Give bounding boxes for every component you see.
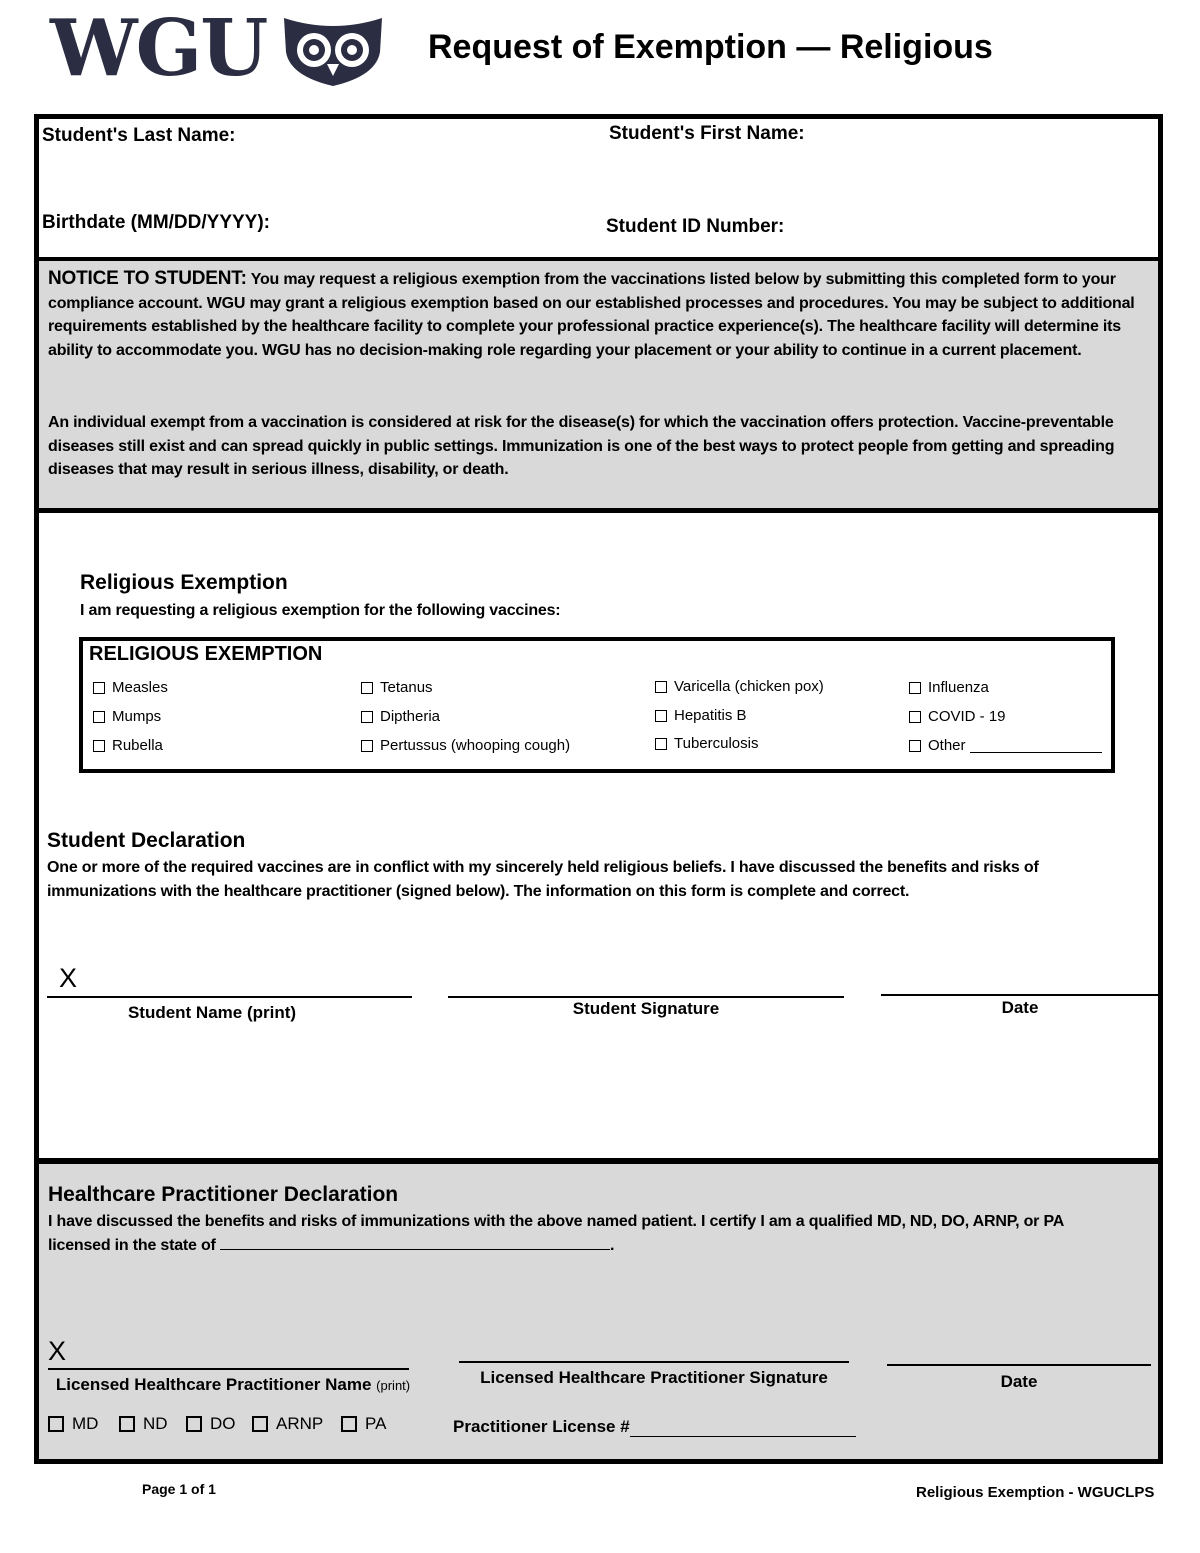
- checkbox-square[interactable]: [909, 682, 921, 694]
- practitioner-name-line[interactable]: [48, 1368, 409, 1370]
- other-vaccine-input[interactable]: [970, 738, 1102, 753]
- checkbox-square[interactable]: [361, 711, 373, 723]
- checkbox-tuberculosis[interactable]: [655, 735, 758, 752]
- checkbox-label: ND: [143, 1414, 168, 1433]
- student-name-label: Student Name (print): [127, 1003, 297, 1022]
- checkbox-label: ARNP: [276, 1414, 324, 1433]
- checkbox-label: PA: [365, 1414, 387, 1433]
- checkbox-square[interactable]: [93, 682, 105, 694]
- checkbox-label: Hepatitis B: [674, 707, 747, 724]
- vaccine-box-title: RELIGIOUS EXEMPTION: [89, 643, 323, 665]
- checkbox-label: Varicella (chicken pox): [674, 678, 824, 695]
- checkbox-arnp[interactable]: [252, 1414, 323, 1434]
- student-date-line[interactable]: [881, 994, 1159, 996]
- checkbox-square[interactable]: [655, 738, 667, 750]
- first-name-label: Student's First Name:: [609, 123, 805, 144]
- checkbox-do[interactable]: [186, 1414, 236, 1434]
- form-identifier: Religious Exemption - WGUCLPS: [916, 1484, 1155, 1501]
- notice-text-1: You may request a religious exemption from the vaccinations listed below by submitting this completed form to your compliance account. WGU may grant a religious exemption based on our established processes and procedures. You may be subject to additional requirements established by the healthcare facility to complete your professional practice experience(s). The healthcare facility will determine its ability to accommodate you. WGU has no decision-making role regarding your placement or your ability to continue in a current placement.: [48, 271, 1135, 359]
- practitioner-name-label: [48, 1375, 418, 1395]
- notice-heading: NOTICE TO STUDENT:: [48, 268, 247, 289]
- checkbox-md[interactable]: [48, 1414, 98, 1434]
- student-date-label: Date: [1001, 998, 1039, 1017]
- student-x-mark: X: [59, 963, 78, 993]
- practitioner-signature-label: Licensed Healthcare Practitioner Signature: [480, 1368, 828, 1387]
- checkbox-label: MD: [72, 1414, 99, 1433]
- checkbox-square[interactable]: [341, 1416, 357, 1432]
- checkbox-label: DO: [210, 1414, 236, 1433]
- checkbox-label: Pertussus (whooping cough): [380, 737, 571, 754]
- checkbox-label: Other: [928, 737, 966, 754]
- checkbox-other[interactable]: [909, 737, 1102, 754]
- checkbox-hepatitis-b[interactable]: [655, 707, 747, 724]
- checkbox-label: Tetanus: [380, 679, 433, 696]
- practitioner-heading: Healthcare Practitioner Declaration: [48, 1183, 399, 1206]
- practitioner-signature-line[interactable]: [459, 1361, 849, 1363]
- checkbox-square[interactable]: [93, 711, 105, 723]
- form-frame: [34, 114, 1163, 1464]
- checkbox-diptheria[interactable]: [361, 708, 440, 725]
- checkbox-label: Rubella: [112, 737, 163, 754]
- practitioner-name-label-text: Licensed Healthcare Practitioner Name: [55, 1375, 372, 1394]
- checkbox-square[interactable]: [186, 1416, 202, 1432]
- license-number-input[interactable]: [630, 1422, 856, 1437]
- student-id-label: Student ID Number:: [606, 216, 785, 237]
- student-declaration-text: One or more of the required vaccines are in conflict with my sincerely held religious beliefs. I have discussed the benefits and risks of immunizations with the healthcare practitioner (signed below). The information on this form is complete and correct.: [47, 859, 1039, 900]
- checkbox-square[interactable]: [361, 740, 373, 752]
- checkbox-square[interactable]: [909, 711, 921, 723]
- student-info-section: [39, 119, 1158, 261]
- checkbox-label: Measles: [112, 679, 168, 696]
- birthdate-label: Birthdate (MM/DD/YYYY):: [42, 212, 270, 233]
- student-signature-label: Student Signature: [572, 999, 720, 1018]
- practitioner-section: [39, 1164, 1158, 1459]
- student-name-line[interactable]: [47, 996, 412, 998]
- last-name-label: Student's Last Name:: [42, 125, 236, 146]
- checkbox-square[interactable]: [655, 681, 667, 693]
- practitioner-x-mark: X: [48, 1336, 67, 1366]
- checkbox-influenza[interactable]: [909, 679, 989, 696]
- checkbox-mumps[interactable]: [93, 708, 161, 725]
- checkbox-square[interactable]: [119, 1416, 135, 1432]
- wgu-logo-text: WGU: [50, 3, 267, 94]
- practitioner-date-label: Date: [1000, 1372, 1038, 1391]
- practitioner-text-body: I have discussed the benefits and risks of immunizations with the above named patient. I certify I am a qualified MD, ND, DO, ARNP, or PA licensed in the state of: [48, 1213, 1064, 1254]
- checkbox-square[interactable]: [361, 682, 373, 694]
- checkbox-measles[interactable]: [93, 679, 168, 696]
- checkbox-square[interactable]: [655, 710, 667, 722]
- practitioner-text: I have discussed the benefits and risks of immunizations with the above named patient. I certify I am a qualified MD, ND, DO, ARNP, or PA licensed in the state of .: [48, 1213, 1064, 1254]
- licensed-state-input[interactable]: [220, 1235, 610, 1250]
- declaration-section: [39, 513, 1158, 1164]
- student-signature-line[interactable]: [448, 996, 844, 998]
- checkbox-nd[interactable]: [119, 1414, 168, 1434]
- religious-exemption-intro: I am requesting a religious exemption for the following vaccines:: [80, 602, 561, 619]
- notice-paragraph-2: An individual exempt from a vaccination is considered at risk for the disease(s) for which the vaccination offers protection. Vaccine-preventable diseases still exist and can spread quickly in public settings. Immunization is one of the best ways to protect people from getting and spreading diseases that may result in serious illness, disability, or death.: [48, 414, 1115, 478]
- checkbox-pertussus[interactable]: [361, 737, 570, 754]
- checkbox-square[interactable]: [252, 1416, 268, 1432]
- checkbox-label: COVID - 19: [928, 708, 1006, 725]
- student-declaration-heading: Student Declaration: [47, 829, 246, 852]
- notice-section: [39, 261, 1158, 513]
- owl-logo-icon: [280, 12, 386, 88]
- practitioner-date-line[interactable]: [887, 1364, 1151, 1366]
- checkbox-square[interactable]: [909, 740, 921, 752]
- checkbox-label: Mumps: [112, 708, 162, 725]
- checkbox-rubella[interactable]: [93, 737, 163, 754]
- practitioner-name-suffix: (print): [376, 1378, 411, 1393]
- license-number-label: Practitioner License #: [453, 1417, 630, 1436]
- religious-exemption-heading: Religious Exemption: [80, 571, 288, 594]
- checkbox-varicella[interactable]: [655, 678, 824, 695]
- notice-paragraph-1: [48, 267, 1140, 362]
- page-title: Request of Exemption — Religious: [428, 28, 993, 66]
- page-number: Page 1 of 1: [142, 1481, 216, 1497]
- license-number-field: [453, 1417, 856, 1437]
- checkbox-covid-19[interactable]: [909, 708, 1006, 725]
- checkbox-square[interactable]: [93, 740, 105, 752]
- vaccine-checkbox-box: [79, 637, 1115, 773]
- checkbox-pa[interactable]: [341, 1414, 386, 1434]
- checkbox-label: Tuberculosis: [674, 735, 759, 752]
- checkbox-label: Diptheria: [380, 708, 441, 725]
- checkbox-tetanus[interactable]: [361, 679, 433, 696]
- checkbox-label: Influenza: [928, 679, 989, 696]
- checkbox-square[interactable]: [48, 1416, 64, 1432]
